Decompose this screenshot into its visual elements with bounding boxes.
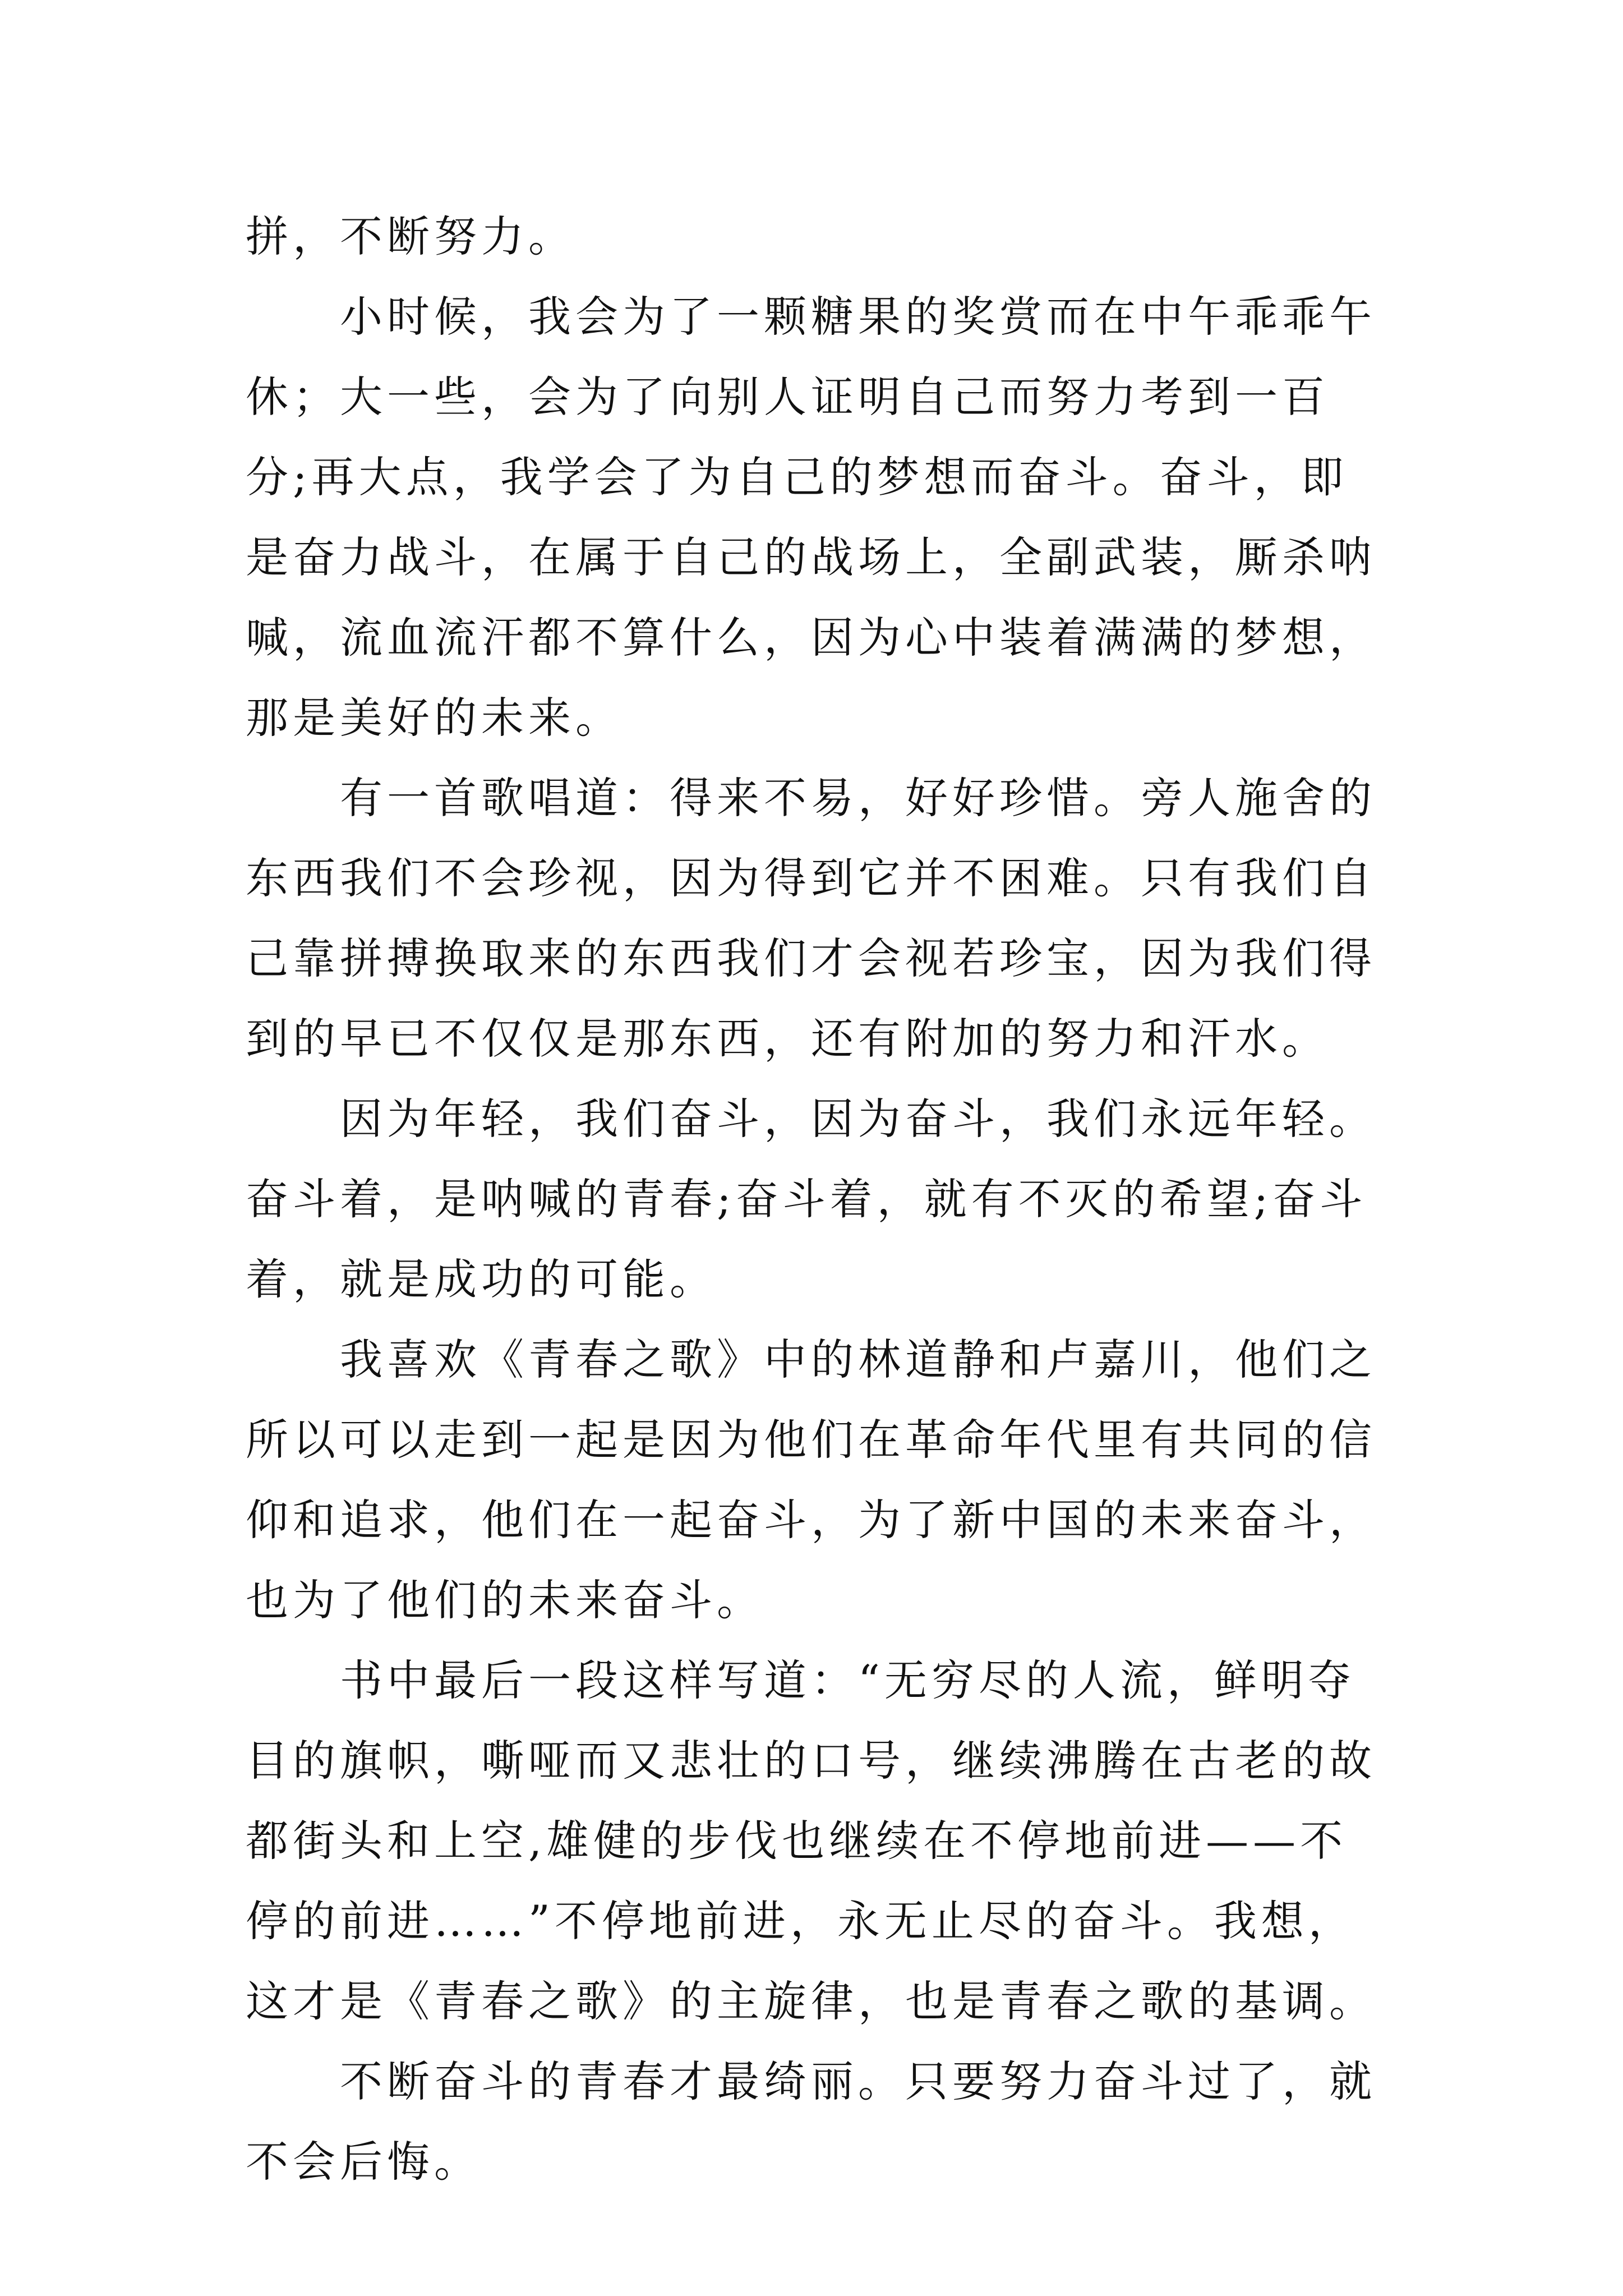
paragraph-7: 不断奋斗的青春才最绮丽。只要努力奋斗过了，就不会后悔。 bbox=[246, 2056, 1376, 2187]
paragraph-1: 拼，不断努力。 bbox=[246, 211, 575, 261]
paragraph-4: 因为年轻，我们奋斗，因为奋斗，我们永远年轻。奋斗着，是呐喊的青春;奋斗着，就有不灭的希望;奋斗着，就是成功的可能。 bbox=[246, 1094, 1376, 1304]
document-body bbox=[246, 196, 1390, 2202]
paragraph-6: 书中最后一段这样写道：“无穷尽的人流，鲜明夺目的旗帜，嘶哑而又悲壮的口号，继续沸腾在古老的故都街头和上空,雄健的步伐也继续在不停地前进——不停的前进……”不停地前进，永无止尽的奋斗。我想，这才是《青春之歌》的主旋律，也是青春之歌的基调。 bbox=[246, 1655, 1376, 2026]
paragraph-3: 有一首歌唱道：得来不易，好好珍惜。旁人施舍的东西我们不会珍视，因为得到它并不困难。只有我们自己靠拼搏换取来的东西我们才会视若珍宝，因为我们得到的早已不仅仅是那东西，还有附加的努力和汗水。 bbox=[246, 773, 1376, 1064]
paragraph-5: 我喜欢《青春之歌》中的林道静和卢嘉川，他们之所以可以走到一起是因为他们在革命年代里有共同的信仰和追求，他们在一起奋斗，为了新中国的未来奋斗，也为了他们的未来奋斗。 bbox=[246, 1335, 1376, 1625]
paragraph-2: 小时候，我会为了一颗糖果的奖赏而在中午乖乖午休；大一些，会为了向别人证明自己而努力考到一百分;再大点，我学会了为自己的梦想而奋斗。奋斗，即是奋力战斗，在属于自己的战场上，全副武装，厮杀呐喊，流血流汗都不算什么，因为心中装着满满的梦想，那是美好的未来。 bbox=[246, 292, 1376, 743]
